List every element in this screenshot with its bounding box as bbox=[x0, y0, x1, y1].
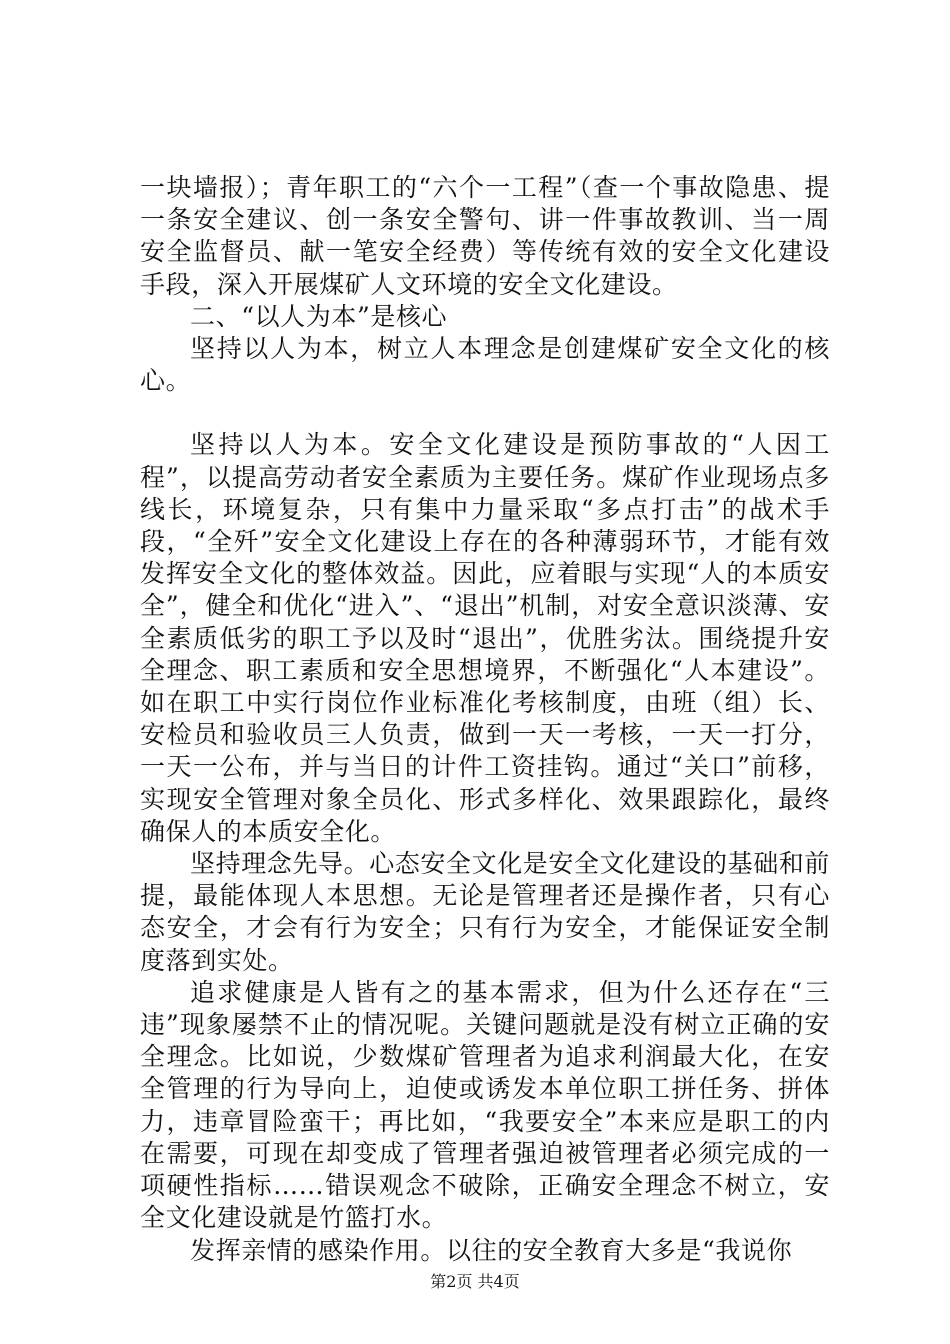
body-text bbox=[140, 172, 830, 1267]
paragraph-core-statement: 坚持以人为本，树立人本理念是创建煤矿安全文化的核心。 bbox=[140, 334, 830, 396]
page-number-footer: 第2页 共4页 bbox=[430, 1272, 520, 1291]
paragraph-continuation: 一块墙报）；青年职工的“六个一工程”（查一个事故隐患、提一条安全建议、创一条安全警句、讲一件事故教训、当一周安全监督员、献一笔安全经费）等传统有效的安全文化建设手段，深入开展煤矿人文环境的安全文化建设。 bbox=[140, 173, 830, 299]
section-heading: 二、“以人为本”是核心 bbox=[190, 301, 448, 331]
paragraph-family-influence: 发挥亲情的感染作用。以往的安全教育大多是“我说你 bbox=[190, 1235, 793, 1265]
paragraph-people-oriented: 坚持以人为本。安全文化建设是预防事故的“人因工程”，以提高劳动者安全素质为主要任务。煤矿作业现场点多线长，环境复杂，只有集中力量采取“多点打击”的战术手段，“全歼”安全文化建设上存在的各种薄弱环节，才能有效发挥安全文化的整体效益。因此，应着眼与实现“人的本质安全”，健全和优化“进入”、“退出”机制，对安全意识淡薄、安全素质低劣的职工予以及时“退出”，优胜劣汰。围绕提升安全理念、职工素质和安全思想境界，不断强化“人本建设”。如在职工中实行岗位作业标准化考核制度，由班（组）长、安检员和验收员三人负责，做到一天一考核，一天一打分，一天一公布，并与当日的计件工资挂钩。通过“关口”前移，实现安全管理对象全员化、形式多样化、效果跟踪化，最终确保人的本质安全化。 bbox=[140, 430, 830, 846]
paragraph-spacer bbox=[140, 397, 830, 429]
paragraph-health-pursuit: 追求健康是人皆有之的基本需求，但为什么还存在“三违”现象屡禁不止的情况呢。关键问题就是没有树立正确的安全理念。比如说，少数煤矿管理者为追求利润最大化，在安全管理的行为导向上，迫使或诱发本单位职工拼任务、拼体力，违章冒险蛮干；再比如，“我要安全”本来应是职工的内在需要，可现在却变成了管理者强迫被管理者必须完成的一项硬性指标……错误观念不破除，正确安全理念不树立，安全文化建设就是竹篮打水。 bbox=[140, 977, 830, 1233]
paragraph-concept-first: 坚持理念先导。心态安全文化是安全文化建设的基础和前提，最能体现人本思想。无论是管理者还是操作者，只有心态安全，才会有行为安全；只有行为安全，才能保证安全制度落到实处。 bbox=[140, 849, 831, 975]
